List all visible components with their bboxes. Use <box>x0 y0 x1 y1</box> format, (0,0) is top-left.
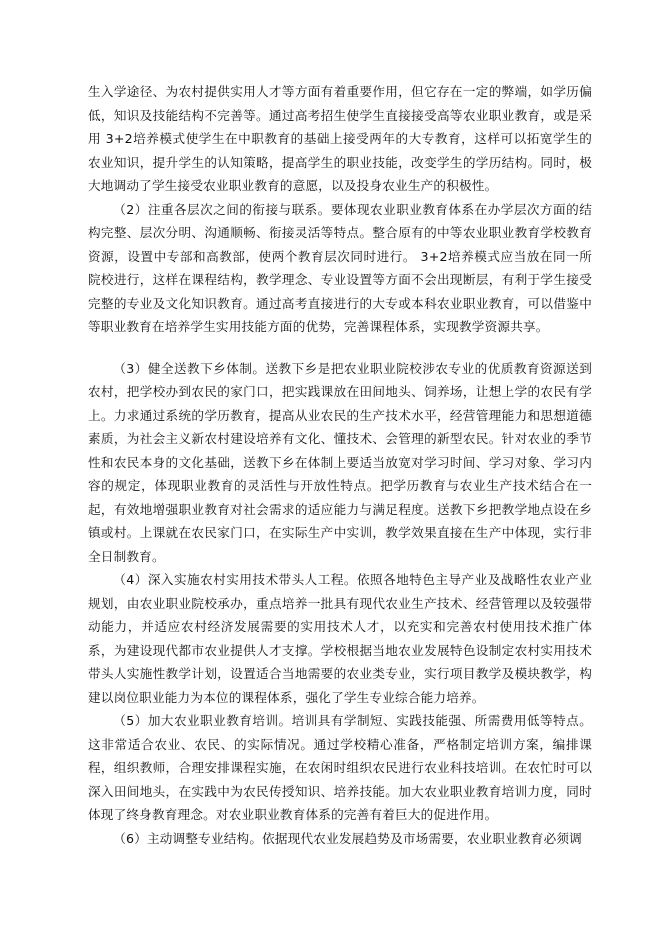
paragraph-6-adjust-majors: （6）主动调整专业结构。依据现代农业发展趋势及市场需要，农业职业教育必须调 <box>113 830 582 846</box>
document-body <box>88 80 592 850</box>
paragraph-continuation: 生入学途径、为农村提供实用人才等方面有着重要作用，但它存在一定的弊端，如学历偏低，知识及技能结构不完善等。通过高考招生使学生直接接受高等农业职业教育，或是采用 3+2培养模式使学生在中职教育的基础上接受两年的大专教育，这样可以拓宽学生的农业知识，提升学生的认知策略，提高学生的职业技能，改变学生的学历结构。同时，极大地调动了学生接受农业职业教育的意愿，以及投身农业生产的积极性。 <box>88 84 592 193</box>
paragraph-5-vocational-training: （5）加大农业职业教育培训。培训具有学制短、实践技能强、所需费用低等特点。这非常适合农业、农民、的实际情况。通过学校精心准备，严格制定培训方案，编排课程，组织教师，合理安排课程实施，在农闲时组织农民进行农业科技培训。在农忙时可以深入田间地头，在实践中为农民传授知识、培养技能。加大农业职业教育培训力度，同时体现了终身教育理念。对农业职业教育体系的完善有着巨大的促进作用。 <box>88 713 592 822</box>
paragraph-3-education-to-countryside: （3）健全送教下乡体制。送教下乡是把农业职业院校涉农专业的优质教育资源送到农村，把学校办到农民的家门口，把实践课放在田间地头、饲养场，让想上学的农民有学上。力求通过系统的学历教育，提高从业农民的生产技术水平，经营管理能力和思想道德素质，为社会主义新农村建设培养有文化、懂技术、会管理的新型农民。针对农业的季节性和农民本身的文化基础，送教下乡在体制上要适当放宽对学习时间、学习对象、学习内容的规定，体现职业教育的灵活性与开放性特点。把学历教育与农业生产技术结合在一起，有效地增强职业教育对社会需求的适应能力与满足程度。送教下乡把教学地点设在乡镇或村。上课就在农民家门口，在实际生产中实训，教学效果直接在生产中体现，实行非全日制教育。 <box>88 360 592 564</box>
paragraph-4-rural-technology-leaders: （4）深入实施农村实用技术带头人工程。依照各地特色主导产业及战略性农业产业规划，由农业职业院校承办，重点培养一批具有现代农业生产技术、经营管理以及较强带动能力，并适应农村经济发展需要的实用技术人才，以充实和完善农村使用技术推广体系，为建设现代都市农业提供人才支撑。学校根据当地农业发展特色设制定农村实用技术带头人实施性教学计划，设置适合当地需要的农业类专业，实行项目教学及模块教学，构建以岗位职业能力为本位的课程体系，强化了学生专业综合能力培养。 <box>88 572 592 705</box>
paragraph-2-level-connection: （2）注重各层次之间的衔接与联系。要体现农业职业教育体系在办学层次方面的结构完整、层次分明、沟通顺畅、衔接灵活等特点。整合原有的中等农业职业教育学校教育资源，设置中专部和高教部，使两个教育层次同时进行。 3+2培养模式应当放在同一所院校进行，这样在课程结构，教学理念、专业设置等方面不会出现断层，有利于学生接受完整的专业及文化知识教育。通过高考直接进行的大专或本科农业职业教育，可以借鉴中等职业教育在培养学生实用技能方面的优势，完善课程体系，实现教学资源共享。 <box>88 201 592 334</box>
